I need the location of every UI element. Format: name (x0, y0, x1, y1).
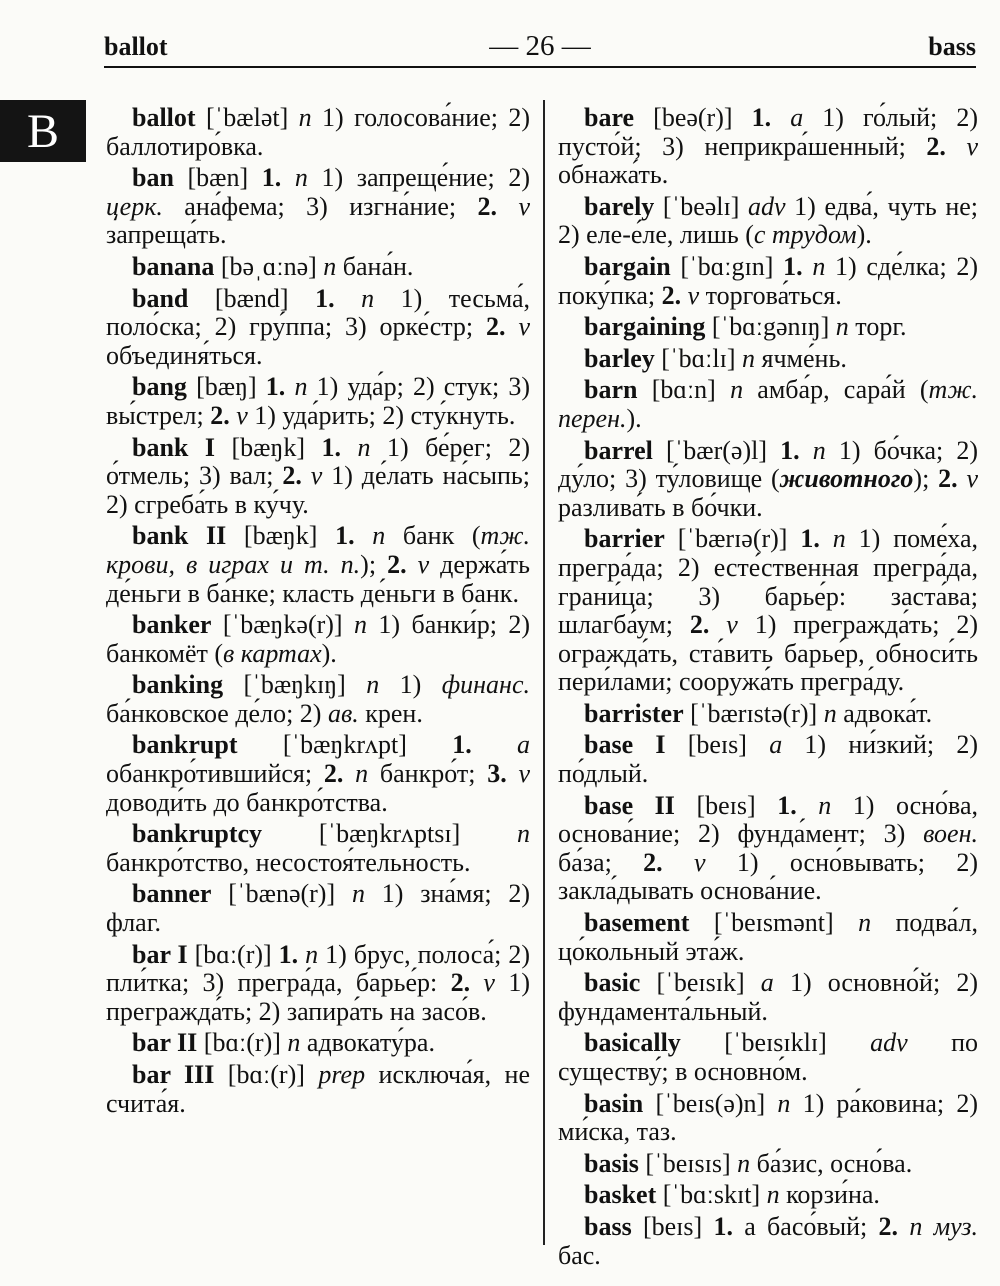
entry-text-segment: 2. (486, 312, 506, 342)
entry-text-segment: ба́зис, осно́ва. (750, 1148, 913, 1178)
entry-text-segment: амба́р, сара́й ( (743, 375, 929, 405)
entry-text-segment (747, 730, 769, 759)
entry-text-segment (289, 284, 316, 313)
entry-transcription: [ˈbɑːgɪn] (680, 251, 774, 281)
entry-text-segment (343, 610, 354, 639)
entry-text-segment: 1) бо́чка; 2) ду́ло; 3) ту́ловище ( (558, 435, 979, 494)
dictionary-entry (558, 104, 978, 190)
entry-transcription: [bæŋk] (243, 521, 318, 551)
entry-text-segment (773, 252, 783, 281)
dictionary-entry (106, 434, 530, 520)
entry-text-segment: n (812, 435, 826, 465)
entry-headword: barely (584, 191, 655, 221)
entry-text-segment: 1. (452, 730, 472, 760)
entry-text-segment (756, 791, 778, 820)
entry-text-segment (281, 163, 295, 192)
dictionary-entry (106, 285, 530, 371)
entry-text-segment (771, 103, 790, 132)
entry-text-segment (335, 879, 352, 908)
entry-text-segment: n (777, 1088, 791, 1118)
entry-headword: banana (132, 251, 215, 281)
entry-text-segment: 2. (477, 191, 498, 221)
entry-text-segment: 1) де́лать на́сыпь; 2) сгреба́ть в ку́чу. (106, 461, 530, 519)
entry-text-segment: 1) запреще́ние; 2) (307, 163, 531, 193)
column-divider (543, 100, 545, 1245)
entry-text-segment (407, 550, 418, 579)
dictionary-entry (106, 253, 530, 282)
entry-text-segment: 1. (315, 283, 335, 313)
entry-text-segment: 1) бе́рег; 2) о́тмель; 3) вал; (106, 432, 531, 491)
left-column (106, 104, 530, 1121)
entry-text-segment: v (483, 968, 495, 998)
entry-text-segment (834, 908, 858, 937)
entry-text-segment: n (305, 939, 319, 969)
entry-text-segment (248, 163, 262, 192)
entry-text-segment (702, 1212, 713, 1241)
entry-text-segment (343, 759, 355, 788)
dictionary-entry (106, 373, 530, 430)
entry-transcription: [ˈbeəlɪ] (662, 191, 740, 221)
entry-text-segment (507, 759, 519, 788)
entry-transcription: [bænd] (214, 283, 289, 313)
dictionary-entry (558, 1150, 978, 1179)
dictionary-entry (106, 1029, 530, 1058)
dictionary-entry (106, 104, 530, 161)
dictionary-entry (106, 820, 530, 877)
entry-text-segment: 1. (800, 524, 820, 554)
entry-transcription: [bæŋ] (196, 372, 257, 402)
entry-text-segment (739, 192, 748, 221)
page-number: — 26 — (489, 30, 591, 62)
entry-text-segment: 1) го́лый; 2) пусто́й; 3) неприкра́шенный; (558, 103, 978, 161)
entry-text-segment (803, 252, 813, 281)
entry-text-segment: v (236, 400, 248, 430)
entry-text-segment: ба́нковское де́ло; 2) (106, 698, 328, 728)
entry-text-segment: v (518, 312, 530, 342)
entry-headword: basis (584, 1148, 639, 1178)
entry-text-segment: 1. (335, 521, 355, 551)
entry-text-segment: с трудом (753, 220, 857, 250)
dictionary-entry (106, 731, 530, 817)
entry-headword: bank II (132, 521, 227, 551)
dictionary-entry (558, 1213, 978, 1270)
entry-text-segment: 1) (379, 670, 442, 700)
entry-text-segment: v (726, 610, 738, 640)
entry-transcription: [ˈbænə(r)] (228, 879, 336, 909)
entry-text-segment: 1. (751, 103, 772, 132)
entry-text-segment (472, 730, 517, 759)
entry-text-segment (460, 819, 517, 848)
entry-text-segment: 1) ни́зкий; 2) по́длый. (558, 730, 979, 789)
entry-transcription: [ˈbærɪstə(r)] (690, 698, 818, 728)
dictionary-entry (558, 193, 978, 250)
entry-text-segment: адвока́т. (836, 698, 933, 728)
entry-text-segment: ячме́нь. (755, 343, 847, 373)
entry-text-segment: торгова́ться. (699, 280, 842, 310)
entry-transcription: [bɑː(r)] (203, 1028, 281, 1058)
entry-headword: ban (132, 163, 174, 193)
entry-headword: bank I (132, 432, 215, 462)
entry-text-segment: v (417, 549, 430, 579)
dictionary-entry (558, 909, 978, 966)
entry-text-segment (346, 670, 366, 699)
entry-text-segment (302, 461, 311, 490)
entry-text-segment (898, 1212, 909, 1241)
entry-transcription: [ˈbeɪsɪklɪ] (724, 1028, 827, 1058)
entry-text-segment: 1. (278, 939, 299, 969)
entry-text-segment: ); (360, 549, 388, 579)
entry-transcription: [ˈbeɪsɪs] (645, 1148, 731, 1178)
entry-headword: bargain (584, 251, 671, 281)
entry-text-segment (272, 940, 279, 969)
entry-text-segment (288, 103, 298, 132)
entry-text-segment (800, 436, 813, 465)
entry-text-segment: 1. (777, 790, 797, 820)
entry-text-segment (341, 433, 357, 462)
entry-text-segment (305, 1060, 318, 1089)
entry-text-segment: 2. (323, 759, 344, 789)
entry-text-segment: n (812, 251, 826, 281)
entry-headword: base I (584, 730, 666, 760)
entry-transcription: [ˈbeɪsɪk] (656, 968, 745, 998)
entry-text-segment: 1) брус, полоса́; 2) пли́тка; 3) прегра́да, барье́р: (106, 939, 531, 998)
entry-transcription: [beə(r)] (653, 103, 733, 132)
entry-text-segment: 3. (487, 759, 507, 789)
entry-headword: banner (132, 879, 212, 909)
entry-text-segment: n (742, 343, 756, 373)
entry-transcription: [bɑːn] (651, 375, 716, 405)
entry-text-segment: 2. (282, 461, 302, 491)
entry-transcription: [bɑː(r)] (227, 1060, 305, 1089)
dictionary-entry (558, 437, 978, 523)
entry-text-segment: v (966, 464, 979, 494)
entry-text-segment: 1) едва́, чуть не; 2) еле-е́ле, лишь ( (558, 191, 979, 250)
entry-headword: bar III (132, 1060, 215, 1089)
entry-transcription: [ˈbeɪsmənt] (713, 908, 834, 938)
entry-text-segment: 2. (689, 610, 710, 640)
entry-text-segment: 2. (661, 280, 682, 310)
entry-text-segment: ана́фема; 3) изгна́ние; (162, 191, 478, 221)
entry-headword: bankrupt (132, 730, 238, 760)
entry-text-segment: 1) поме́ха, прегра́да; 2) есте́ственная прегра́да, грани́ца; 3) барье́р: заста́ва; шлагба́ум; (558, 524, 979, 640)
entry-transcription: [ˈbærɪə(r)] (677, 524, 788, 554)
entry-text-segment: 1) основно́й; 2) фундамента́льный. (558, 968, 979, 1026)
entry-text-segment: 2. (387, 549, 407, 579)
entry-text-segment: 2. (926, 131, 946, 161)
entry-headword: basic (584, 968, 641, 998)
entry-text-segment: n (909, 1211, 923, 1241)
entry-text-segment (470, 968, 483, 997)
dictionary-entry (106, 522, 530, 608)
entry-text-segment: в картах (223, 638, 322, 668)
entry-headword: basket (584, 1180, 657, 1210)
dictionary-entry (106, 1061, 530, 1118)
entry-text-segment: adv (748, 191, 786, 221)
entry-transcription: [bæŋk] (231, 432, 305, 462)
entry-text-segment: объединя́ться. (106, 340, 263, 370)
entry-text-segment: животного (779, 464, 914, 494)
entry-transcription: [beɪs] (642, 1211, 703, 1241)
entry-text-segment: v (310, 461, 323, 491)
entry-text-segment: n (832, 524, 846, 554)
entry-text-segment: 1) тесьма́, поло́ска; 2) гру́ппа; 3) орке́стр; (106, 283, 531, 342)
entry-headword: bar I (132, 939, 188, 969)
entry-text-segment (745, 968, 761, 997)
entry-text-segment: тж. перен. (558, 375, 979, 433)
entry-headword: bass (584, 1211, 632, 1241)
entry-text-segment: n (835, 312, 849, 342)
entry-text-segment: 2. (210, 400, 230, 430)
entry-transcription: [bæn] (187, 163, 249, 193)
entry-text-segment: n (294, 163, 308, 193)
entry-text-segment (506, 312, 519, 341)
entry-text-segment: v (518, 759, 531, 789)
entry-text-segment: n (372, 521, 386, 551)
entry-text-segment: n (366, 670, 380, 700)
entry-text-segment: бас. (558, 1240, 601, 1270)
entry-text-segment (716, 375, 730, 404)
entry-text-segment: n (730, 375, 744, 405)
entry-text-segment: 1) прегражда́ть; 2) огражда́ть, ста́вить барье́р, обноси́ть пери́лами; сооружа́ть прегра́ду. (558, 610, 979, 697)
header-last-word: bass (928, 32, 976, 61)
entry-text-segment (767, 436, 780, 465)
entry-text-segment (787, 524, 800, 553)
page-header (104, 30, 976, 64)
entry-text-segment: 1) зна́мя; 2) флаг. (106, 879, 531, 938)
entry-text-segment (765, 1089, 777, 1118)
entry-text-segment (733, 103, 752, 132)
entry-text-segment: 1) осно́ва, основа́ние; 2) фунда́мент; 3) (558, 790, 979, 849)
entry-text-segment: ); (913, 464, 939, 494)
entry-text-segment: 1. (321, 432, 341, 462)
entry-text-segment: 1. (780, 435, 800, 465)
entry-transcription: [ˈbɑːgənɪŋ] (711, 312, 830, 342)
entry-text-segment (407, 730, 452, 759)
entry-text-segment: a (769, 730, 783, 760)
entry-transcription: [ˈbæŋkɪŋ] (243, 670, 346, 700)
entry-text-segment: n (323, 251, 337, 281)
entry-text-segment (922, 1212, 933, 1241)
entry-text-segment: n (766, 1180, 780, 1210)
entry-transcription: [ˈbær(ə)l] (665, 435, 768, 465)
dictionary-entry (558, 345, 978, 374)
entry-text-segment: n (354, 610, 368, 640)
entry-text-segment (317, 521, 335, 550)
entry-text-segment: n (823, 698, 837, 728)
letter-thumb-tab: B (0, 100, 86, 162)
entry-text-segment: доводи́ть до банкро́тства. (106, 787, 388, 817)
entry-text-segment: prep (318, 1060, 366, 1089)
entry-transcription: [ˈbeɪs(ə)n] (655, 1088, 766, 1118)
entry-headword: bar II (132, 1028, 198, 1058)
dictionary-entry (558, 313, 978, 342)
entry-headword: base II (584, 790, 675, 820)
entry-headword: basement (584, 908, 690, 938)
entry-headword: basically (584, 1028, 681, 1058)
entry-text-segment: 2. (878, 1211, 899, 1241)
entry-headword: barrel (584, 435, 653, 465)
entry-text-segment: 1) ра́ковина; 2) ми́ска, таз. (558, 1088, 979, 1147)
entry-text-segment (305, 433, 321, 462)
entry-text-segment: воен. (923, 819, 978, 849)
entry-text-segment: 2. (643, 847, 663, 877)
entry-text-segment: 1) банки́р; 2) банкомёт ( (106, 610, 531, 668)
entry-text-segment: v (966, 131, 979, 161)
entry-text-segment: n (351, 879, 365, 909)
entry-text-segment: корзи́на. (779, 1180, 880, 1210)
entry-text-segment: 1) голосова́ние; 2) баллотиро́вка. (106, 103, 531, 161)
entry-text-segment: n (361, 283, 375, 313)
entry-text-segment (946, 132, 967, 161)
entry-headword: ballot (132, 103, 196, 132)
entry-text-segment: a (760, 968, 774, 998)
entry-text-segment (709, 610, 726, 639)
entry-text-segment: 1) сде́лка; 2) поку́пка; (558, 251, 979, 310)
dictionary-entry (558, 969, 978, 1026)
entry-headword: barley (584, 343, 655, 373)
entry-headword: band (132, 283, 189, 313)
entry-text-segment: 1. (265, 372, 286, 402)
dictionary-entry (558, 700, 978, 729)
entry-transcription: [bəˌɑːnə] (220, 251, 317, 281)
entry-text-segment: подва́л, цо́кольный эта́ж. (558, 908, 979, 966)
entry-text-segment (797, 791, 819, 820)
entry-text-segment: ). (856, 220, 872, 250)
entry-text-segment: ав. (327, 698, 359, 728)
entry-headword: bare (584, 103, 635, 132)
entry-text-segment (355, 521, 373, 550)
entry-text-segment: банкро́т; (368, 759, 488, 789)
dictionary-entry (106, 880, 530, 937)
entry-text-segment: n (298, 103, 312, 132)
entry-text-segment: v (518, 191, 530, 221)
entry-text-segment: n (737, 1148, 751, 1178)
entry-text-segment: n (818, 790, 832, 820)
entry-text-segment: банкро́тство, несостоя́тельность. (106, 847, 471, 877)
entry-text-segment: 1) прегражда́ть; 2) запира́ть на засо́в. (106, 968, 530, 1026)
entry-text-segment: n (357, 432, 371, 462)
entry-text-segment: v (694, 847, 706, 877)
entry-transcription: [ˈbæŋkrʌpt] (282, 730, 407, 760)
entry-text-segment: 1. (713, 1211, 733, 1241)
entry-text-segment: обанкро́тившийся; (106, 759, 324, 789)
entry-text-segment: 2. (938, 464, 958, 494)
entry-text-segment: бана́н. (336, 251, 414, 281)
entry-text-segment: по существу́; в основно́м. (558, 1028, 979, 1086)
dictionary-entry (558, 1181, 978, 1210)
entry-text-segment: n (517, 819, 531, 849)
dictionary-entry (106, 164, 530, 250)
entry-headword: basin (584, 1088, 644, 1118)
entry-text-segment: 2. (450, 968, 471, 998)
entry-transcription: [ˈbæŋkə(r)] (222, 610, 343, 640)
entry-text-segment: исключа́я, не счита́я. (106, 1060, 531, 1118)
entry-transcription: [ˈbæŋkrʌptsɪ] (318, 819, 461, 849)
entry-text-segment: ). (626, 403, 642, 433)
entry-text-segment: 1. (261, 163, 282, 193)
entry-headword: banking (132, 670, 224, 700)
entry-text-segment: ). (321, 638, 337, 668)
dictionary-entry (558, 376, 978, 433)
entry-text-segment: церк. (106, 191, 163, 221)
dictionary-entry (106, 611, 530, 668)
dictionary-entry (558, 525, 978, 697)
header-rule (104, 66, 976, 68)
entry-transcription: [ˈbɑːlɪ] (661, 343, 736, 373)
entry-text-segment: крен. (358, 698, 423, 728)
entry-text-segment (663, 848, 694, 877)
entry-text-segment (257, 372, 266, 401)
entry-text-segment: n (287, 1028, 301, 1058)
entry-text-segment (497, 192, 518, 221)
header-first-word: ballot (104, 32, 168, 61)
entry-text-segment: ба́за; (558, 847, 644, 877)
entry-headword: barrier (584, 524, 665, 554)
entry-transcription: [bɑː(r)] (194, 939, 272, 969)
entry-text-segment (820, 524, 833, 553)
entry-text-segment: 1) осно́вывать; 2) закла́дывать основа́ние. (558, 847, 978, 906)
entry-text-segment: a (517, 730, 530, 760)
entry-text-segment (827, 1028, 870, 1057)
entry-text-segment: 1) уда́рить; 2) сту́кнуть. (247, 400, 516, 430)
dictionary-entry (558, 253, 978, 310)
dictionary-entry (558, 1029, 978, 1086)
entry-text-segment: 1. (783, 251, 803, 281)
entry-transcription: [ˈbælət] (205, 103, 289, 132)
entry-text-segment: n (355, 759, 369, 789)
entry-headword: bargaining (584, 312, 706, 342)
entry-text-segment: а басо́вый; (732, 1211, 879, 1241)
entry-headword: bankruptcy (132, 819, 263, 849)
entry-text-segment: торг. (848, 312, 907, 342)
entry-text-segment: тж. крови, в играх и т. п. (106, 521, 531, 579)
entry-text-segment: adv (870, 1028, 908, 1058)
entry-headword: bang (132, 372, 187, 402)
entry-text-segment: n (858, 908, 872, 938)
entry-text-segment: n (294, 372, 308, 402)
entry-text-segment: банк ( (385, 521, 481, 551)
entry-text-segment: v (687, 280, 700, 310)
entry-headword: barn (584, 375, 638, 405)
entry-text-segment: запреща́ть. (106, 220, 227, 250)
entry-transcription: [ˈbɑːskɪt] (662, 1180, 761, 1210)
dictionary-entry (106, 671, 530, 728)
dictionary-entry (558, 731, 978, 788)
right-column (558, 104, 978, 1273)
entry-headword: banker (132, 610, 212, 640)
entry-text-segment: муз. (933, 1211, 979, 1241)
entry-text-segment: a (790, 103, 804, 132)
entry-text-segment: финанс. (441, 670, 530, 700)
entry-text-segment: 1) уда́р; 2) стук; 3) вы́стрел; (106, 372, 531, 430)
entry-transcription: [beɪs] (687, 730, 747, 760)
entry-transcription: [beɪs] (696, 790, 756, 820)
dictionary-entry (106, 941, 530, 1027)
entry-text-segment: обнажа́ть. (558, 160, 669, 190)
entry-text-segment: адвокату́ра. (300, 1028, 435, 1058)
entry-text-segment: разлива́ть в бо́чки. (558, 492, 763, 522)
dictionary-entry (558, 1090, 978, 1147)
entry-text-segment: держа́ть де́ньги в ба́нке; класть де́ньги в банк. (106, 549, 531, 608)
dictionary-entry (558, 792, 978, 906)
entry-text-segment (335, 284, 362, 313)
entry-headword: barrister (584, 698, 684, 728)
